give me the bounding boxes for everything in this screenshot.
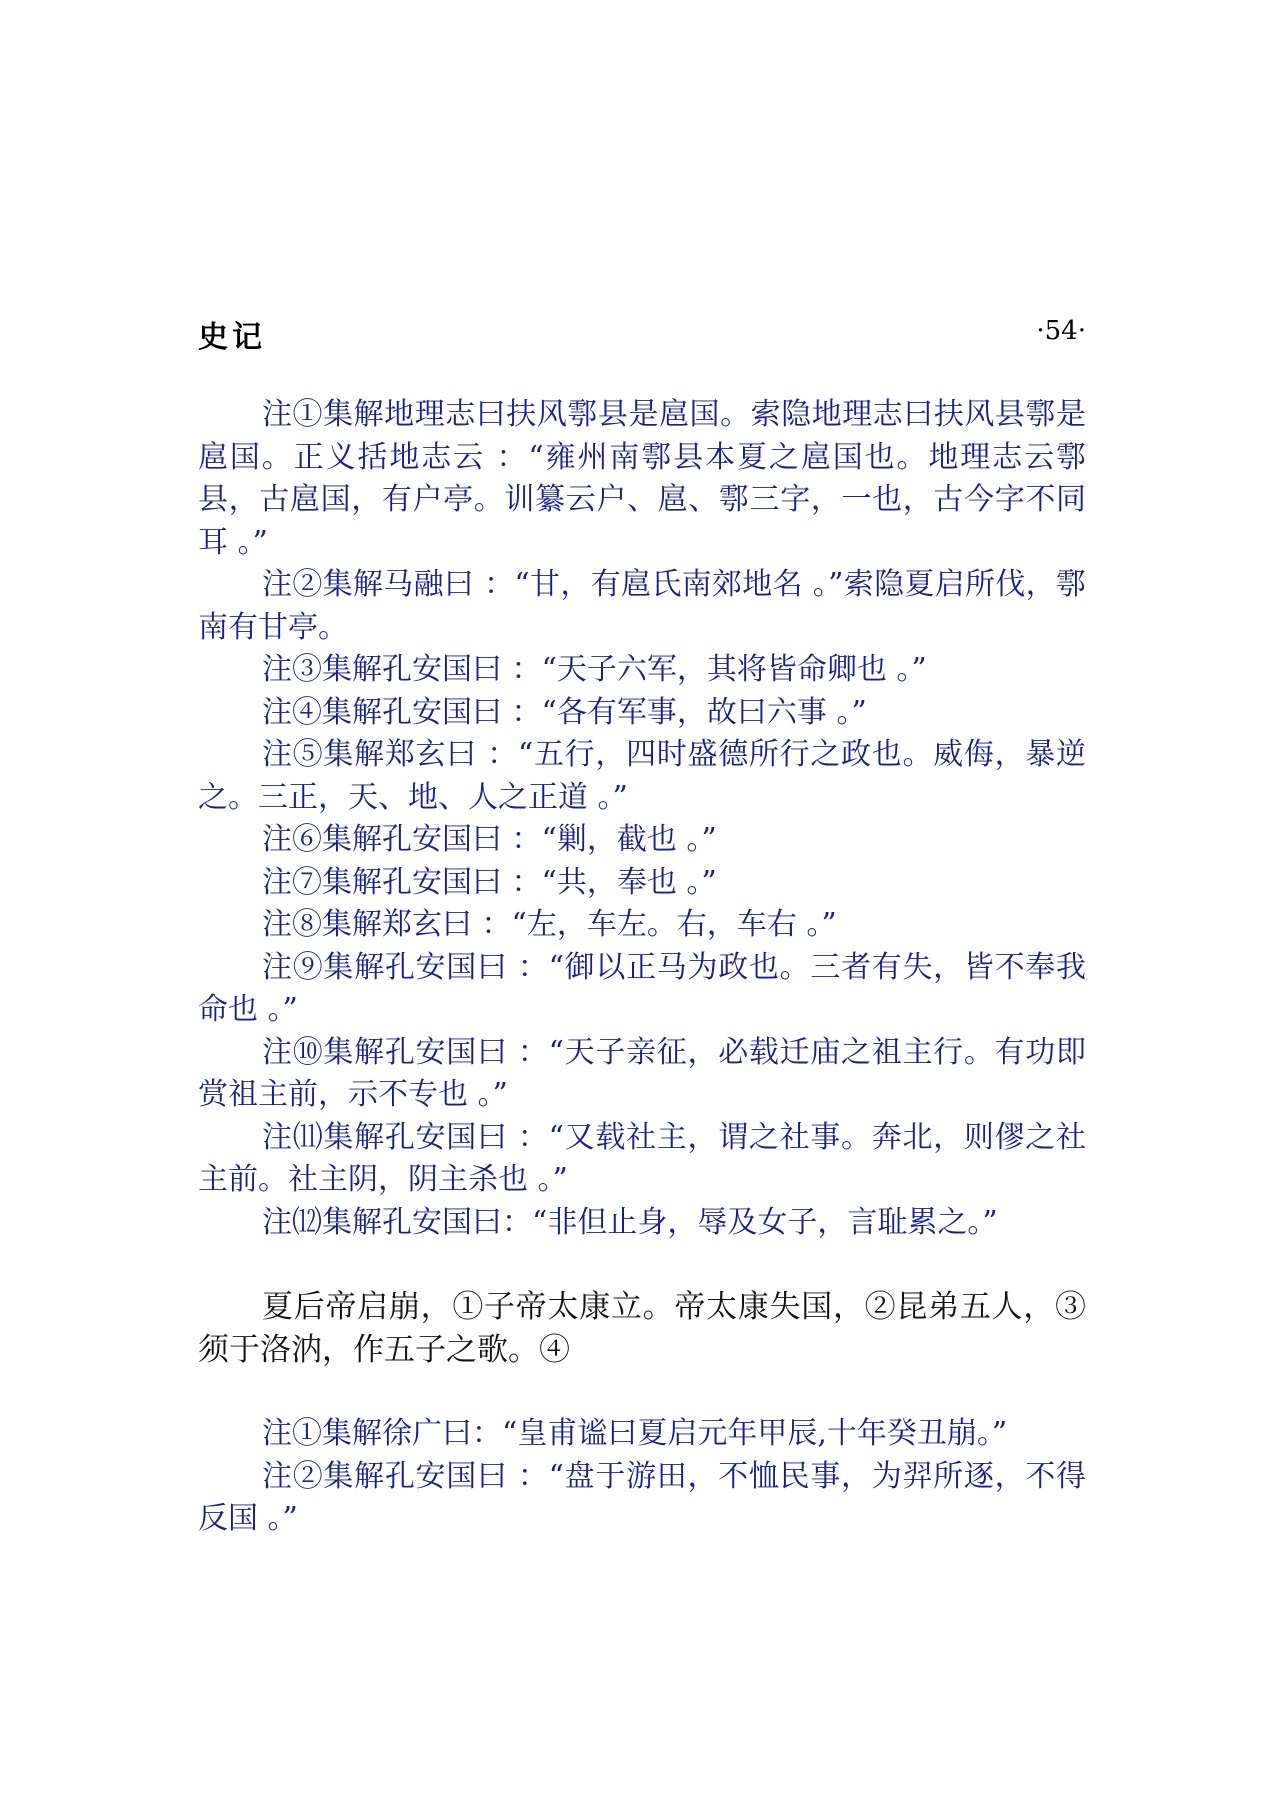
- annotation-note: 注⑨集解孔安国曰 ：“御以正马为政也。三者有失，皆不奉我命也 。”: [198, 949, 1086, 1027]
- annotation-note: 注②集解孔安国曰 ：“盘于游田，不恤民事，为羿所逐，不得反国 。”: [198, 1458, 1086, 1536]
- annotation-note: 注⑩集解孔安国曰 ：“天子亲征，必载迁庙之祖主行。有功即赏祖主前，示不专也 。”: [198, 1034, 1086, 1112]
- annotation-block: [198, 1413, 1086, 1541]
- annotation-note: 注①集解地理志曰扶风鄠县是扈国。索隐地理志曰扶风县鄠是扈国。正义括地志云 ：“雍州南鄠县本夏之扈国也。地理志云鄠县，古扈国，有户亭。训纂云户、扈、鄠三字，一也，古今字不同耳 。”: [198, 397, 1086, 560]
- annotation-note: 注⑾集解孔安国曰 ：“又载社主，谓之社事。奔北，则僇之社主前。社主阴，阴主杀也 。”: [198, 1119, 1086, 1197]
- annotation-note: 注⑥集解孔安国曰 ：“剿，截也 。”: [262, 822, 717, 857]
- page-header: [198, 312, 1086, 355]
- annotation-block: [198, 394, 1086, 1244]
- annotation-note: 注⑧集解郑玄曰 ：“左，车左。右，车右 。”: [262, 907, 837, 942]
- annotation-note: 注③集解孔安国曰 ：“天子六军，其将皆命卿也 。”: [262, 652, 927, 687]
- annotation-note: 注⑿集解孔安国曰：“非但止身，辱及女子，言耻累之。”: [262, 1204, 998, 1240]
- annotation-note: 注②集解马融曰 ：“甘，有扈氏南郊地名 。”索隐夏启所伐，鄠南有甘亭。: [198, 567, 1086, 645]
- main-text-block: [198, 1286, 1086, 1371]
- page-content: [198, 394, 1086, 1541]
- annotation-note: 注⑤集解郑玄曰 ：“五行，四时盛德所行之政也。威侮，暴逆之。三正，天、地、人之正道 。”: [198, 737, 1086, 815]
- book-title: 史记: [198, 320, 266, 355]
- annotation-note: 注⑦集解孔安国曰 ：“共，奉也 。”: [262, 864, 717, 900]
- annotation-note: 注④集解孔安国曰 ：“各有军事，故曰六事 。”: [262, 694, 867, 730]
- main-paragraph: 夏后帝启崩，①子帝太康立。帝太康失国，②昆弟五人，③须于洛汭，作五子之歌。④: [198, 1289, 1086, 1368]
- page-number: ·54·: [1036, 316, 1086, 346]
- annotation-note: 注①集解徐广曰：“皇甫谧曰夏启元年甲辰,十年癸丑崩。”: [262, 1416, 1008, 1451]
